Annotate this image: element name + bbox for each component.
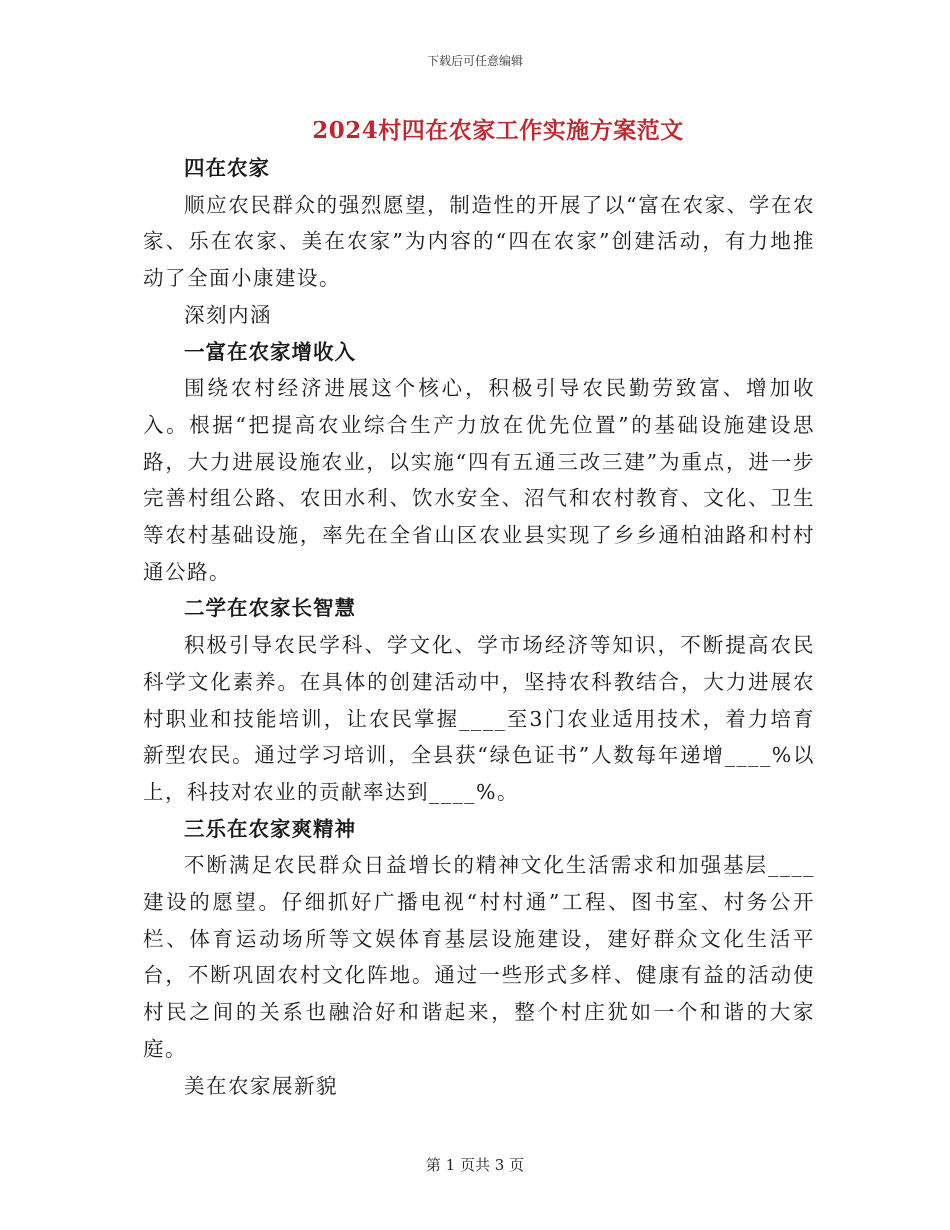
section-heading: 四在农家 <box>184 156 270 180</box>
paragraph: 深刻内涵 <box>184 302 272 327</box>
paragraph: 美在农家展新貌 <box>184 1073 338 1098</box>
section-heading: 二学在农家长智慧 <box>184 596 356 621</box>
document-title: 2024村四在农家工作实施方案范文 <box>312 117 684 144</box>
paragraph: 围绕农村经济进展这个核心，积极引导农民勤劳致富、增加收入。根据“把提高农业综合生产力放在优先位置”的基础设施建设思路，大力进展设施农业，以实施“四有五通三改三建”为重点，进一步完善村组公路、农田水利、饮水安全、沼气和农村教育、文化、卫生等农村基础设施，率先在全省山区农业县实现了乡乡通柏油路和村村通公路。 <box>143 376 815 584</box>
paragraph: 顺应农民群众的强烈愿望，制造性的开展了以“富在农家、学在农家、乐在农家、美在农家”为内容的“四在农家”创建活动，有力地推动了全面小康建设。 <box>143 192 815 291</box>
paragraph: 不断满足农民群众日益增长的精神文化生活需求和加强基层____建设的愿望。仔细抓好广播电视“村村通”工程、图书室、村务公开栏、体育运动场所等文娱体育基层设施建设，建好群众文化生活平台，不断巩固农村文化阵地。通过一些形式多样、健康有益的活动使村民之间的关系也融洽好和谐起来，整个村庄犹如一个和谐的大家庭。 <box>143 853 815 1061</box>
document-body <box>143 150 815 1104</box>
header-note: 下载后可任意编辑 <box>426 54 523 68</box>
paragraph: 积极引导农民学科、学文化、学市场经济等知识，不断提高农民科学文化素养。在具体的创建活动中，坚持农科教结合，大力进展农村职业和技能培训，让农民掌握____至3门农业适用技术，着力培育新型农民。通过学习培训，全县获“绿色证书”人数每年递增____%以上，科技对农业的贡献率达到____%。 <box>143 633 815 804</box>
section-heading: 一富在农家增收入 <box>184 339 356 364</box>
section-heading: 三乐在农家爽精神 <box>184 816 356 841</box>
page-indicator: 第 1 页共 3 页 <box>425 1156 525 1174</box>
